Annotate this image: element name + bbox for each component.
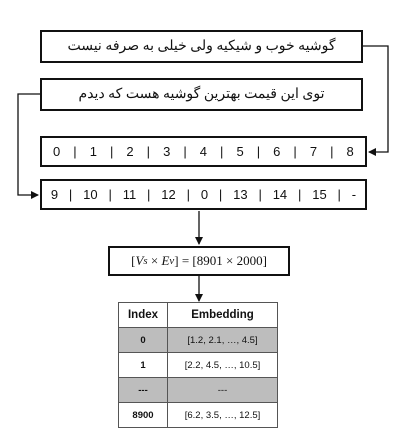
formula-rhs: [8901 × 2000] — [192, 253, 267, 268]
embedding-cell: [2.2, 4.5, …, 10.5] — [168, 353, 278, 378]
token-separator: | — [147, 187, 151, 202]
token-separator: | — [298, 187, 302, 202]
header-index: Index — [119, 303, 168, 328]
embedding-cell: [6.2, 3.5, …, 12.5] — [168, 403, 278, 428]
seq2-token: - — [351, 187, 357, 202]
seq2-token: 0 — [200, 187, 209, 202]
seq2-token: 15 — [312, 187, 327, 202]
sentence-text-1: گوشیه خوب و شیکیه ولی خیلی به صرفه نیست — [67, 39, 336, 54]
token-sequence-1 — [40, 136, 367, 167]
formula-times: × — [147, 253, 162, 268]
token-separator: | — [330, 144, 334, 159]
seq1-token: 7 — [309, 144, 318, 159]
token-separator: | — [109, 144, 114, 159]
seq1-token: 1 — [89, 144, 97, 159]
seq1-token: 6 — [273, 144, 281, 159]
formula-lhs-open: [ — [131, 253, 136, 268]
seq1-token: 2 — [126, 144, 134, 159]
token-separator: | — [68, 187, 73, 202]
seq2-token: 14 — [272, 187, 288, 202]
formula-lhs-close: ] — [174, 253, 179, 268]
table-row — [119, 378, 278, 403]
seq2-token: 9 — [50, 187, 59, 202]
index-cell: 0 — [119, 328, 168, 353]
seq1-token: 5 — [236, 144, 244, 159]
formula-v: V — [135, 253, 144, 268]
token-separator: | — [293, 144, 297, 159]
seq1-token: 8 — [346, 144, 354, 159]
formula-v-sub: s — [143, 255, 148, 267]
seq1-token: 0 — [53, 144, 61, 159]
token-separator: | — [146, 144, 151, 159]
token-separator: | — [183, 144, 187, 159]
index-cell: --- — [119, 378, 168, 403]
embedding-table — [118, 302, 278, 428]
token-separator: | — [73, 144, 77, 159]
formula-e-sub: v — [169, 255, 175, 267]
token-separator: | — [337, 187, 341, 202]
table-row — [119, 403, 278, 428]
sentence-box-2 — [40, 78, 363, 111]
formula-equals: = — [178, 253, 193, 268]
seq2-token: 12 — [161, 187, 176, 202]
sentence-text-2: توی این قیمت بهترین گوشیه هست که دیدم — [78, 87, 325, 102]
index-cell: 8900 — [119, 403, 168, 428]
header-embedding: Embedding — [168, 303, 278, 328]
embedding-cell: [1.2, 2.1, …, 4.5] — [168, 328, 278, 353]
formula-e: E — [161, 253, 170, 268]
seq1-token: 3 — [163, 144, 171, 159]
token-separator: | — [256, 144, 261, 159]
token-separator: | — [220, 144, 224, 159]
shape-formula-box — [108, 246, 290, 276]
embedding-table-body — [119, 328, 278, 428]
arrow-sentence2-to-seq2 — [18, 94, 40, 195]
index-cell: 1 — [119, 353, 168, 378]
token-separator: | — [108, 187, 112, 202]
token-separator: | — [186, 187, 190, 202]
embedding-table-header-row — [119, 303, 278, 328]
token-separator: | — [258, 187, 262, 202]
seq2-token: 13 — [233, 187, 248, 202]
seq2-token: 11 — [122, 187, 137, 202]
token-sequence-2 — [40, 179, 367, 210]
table-row — [119, 353, 278, 378]
seq2-token: 10 — [83, 187, 98, 202]
embedding-cell: --- — [168, 378, 278, 403]
sentence-box-1 — [40, 30, 363, 63]
token-separator: | — [218, 187, 223, 202]
table-row — [119, 328, 278, 353]
seq1-token: 4 — [199, 144, 208, 159]
